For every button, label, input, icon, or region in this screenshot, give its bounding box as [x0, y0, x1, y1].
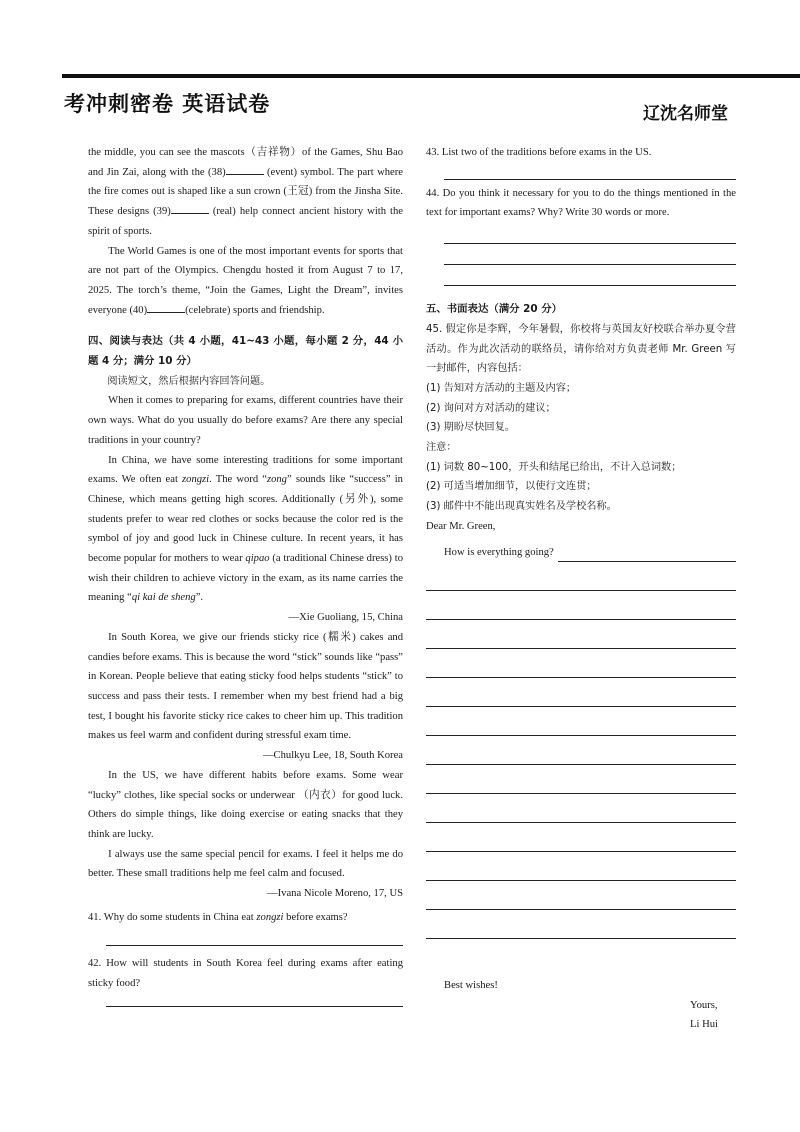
- question-41: 41. Why do some students in China eat zongzi before exams?: [88, 911, 348, 923]
- letter-opening: How is everything going?: [444, 546, 554, 558]
- question-43: 43. List two of the traditions before exams in the US.: [426, 147, 652, 158]
- letter-greeting: Dear Mr. Green,: [426, 520, 496, 532]
- writing-line[interactable]: [558, 549, 736, 562]
- author-signature: —Ivana Nicole Moreno, 17, US: [267, 888, 403, 900]
- answer-line-42[interactable]: [106, 994, 403, 1007]
- writing-line[interactable]: [426, 852, 736, 881]
- left-column: [88, 143, 403, 1007]
- blank-39: [171, 203, 209, 214]
- right-column: [426, 143, 736, 939]
- writing-line[interactable]: [426, 765, 736, 794]
- author-signature: —Xie Guoliang, 15, China: [288, 612, 403, 624]
- requirement-item: (3) 期盼尽快回复。: [426, 422, 515, 434]
- section-5-title: 五、书面表达（满分 20 分）: [426, 303, 562, 316]
- blank-38: [226, 164, 264, 175]
- answer-line-43[interactable]: [444, 163, 736, 180]
- writing-line[interactable]: [426, 910, 736, 939]
- question-45: 45. 假定你是李辉，今年暑假，你校将与英国友好校联合举办夏令营活动。作为此次活动的联络员，请你给对方负责老师 Mr. Green 写一封邮件，内容包括：: [426, 323, 736, 375]
- question-42: 42. How will students in South Korea feel during exams after eating sticky food?: [88, 958, 403, 990]
- reading-paragraph-korea: In South Korea, we give our friends sticky rice (糯米) cakes and candies before exams. This is because the word “stick” sounds like “pass” in Korean. People believe that eating sticky food helps students “stick” to success and pass their tests. I remember when my best friend had a big test, I bought his favorite sticky rice cakes to cheer him up. This tradition makes us feel warm and confident during stressful exam time.: [88, 631, 403, 742]
- writing-line[interactable]: [426, 620, 736, 649]
- writing-line[interactable]: [426, 649, 736, 678]
- writing-line[interactable]: [426, 736, 736, 765]
- writing-line[interactable]: [426, 707, 736, 736]
- section-4-title: 四、阅读与表达（共 4 小题，41~43 小题，每小题 2 分，44 小题 4 分；满分 10 分）: [88, 335, 403, 368]
- requirement-item: (1) 告知对方活动的主题及内容；: [426, 382, 577, 394]
- writing-line[interactable]: [426, 881, 736, 910]
- answer-line-41[interactable]: [106, 927, 403, 946]
- writing-line[interactable]: [426, 591, 736, 620]
- letter-closing: Best wishes!: [444, 980, 498, 991]
- header-rule: [62, 74, 800, 78]
- letter-yours: Yours,: [690, 1000, 718, 1011]
- writing-line[interactable]: [426, 794, 736, 823]
- reading-paragraph: When it comes to preparing for exams, different countries have their own ways. What do you usually do before exams? Are there any special traditions in your country?: [88, 395, 403, 446]
- passage-paragraph: the middle, you can see the mascots（吉祥物）of the Games, Shu Bao and Jin Zai, along with the (38) (event) symbol. The part where the fire comes out is shaped like a sun crown (王冠) from the Jinsha Site. These designs (39) (real) help connect ancient history with the spirit of sports.: [88, 147, 403, 237]
- author-signature: —Chulkyu Lee, 18, South Korea: [262, 750, 403, 762]
- passage-paragraph: The World Games is one of the most important events for sports that are not part of the Olympics. Chengdu hosted it from August 7 to 17, 2025. The torch’s theme, “Join the Games, Light the Dream”, invites everyone (40) (celebrate) sports and friendship.: [88, 245, 403, 316]
- answer-line-44[interactable]: [444, 265, 736, 286]
- reading-paragraph-china: In China, we have some interesting traditions for some important exams. We often eat zongzi. The word “zong” sounds like “success” in Chinese, which means getting high scores. Additionally (另外), some students prefer to wear red clothes or socks because the color red is the symbol of joy and good luck in Chinese culture. In recent years, it has become popular for mothers to wear qipao (a traditional Chinese dress) to wish their children to achieve victory in the exam, as its name carries the meaning “qi kai de sheng”.: [88, 454, 404, 604]
- reading-paragraph-us: In the US, we have different habits before exams. Some wear “lucky” clothes, like special socks or underwear （内衣）for good luck. Others do simple things, like doing exercise or eating snacks that they think are lucky.: [88, 769, 403, 840]
- note-item: (3) 邮件中不能出现真实姓名及学校名称。: [426, 501, 617, 513]
- writing-line[interactable]: [426, 678, 736, 707]
- letter-signature: Li Hui: [690, 1019, 718, 1030]
- publisher-brand: 辽沈名师堂: [643, 104, 728, 124]
- answer-line-44[interactable]: [444, 244, 736, 265]
- reading-paragraph: I always use the same special pencil for exams. I feel it helps me do better. These small traditions help me feel calm and focused.: [88, 848, 403, 880]
- note-label: 注意：: [426, 442, 457, 454]
- section-4-instructions: 阅读短文，然后根据内容回答问题。: [107, 375, 271, 387]
- writing-line[interactable]: [426, 823, 736, 852]
- letter-opening-row: [444, 543, 736, 563]
- question-44: 44. Do you think it necessary for you to do the things mentioned in the text for important exams? Why? Write 30 words or more.: [426, 187, 736, 219]
- requirement-item: (2) 询问对方对活动的建议；: [426, 402, 556, 414]
- blank-40: [147, 302, 185, 313]
- note-item: (2) 可适当增加细节，以使行文连贯；: [426, 481, 597, 493]
- exam-title: 考冲刺密卷 英语试卷: [64, 92, 271, 116]
- answer-line-44[interactable]: [444, 223, 736, 244]
- note-item: (1) 词数 80~100，开头和结尾已给出，不计入总词数；: [426, 461, 682, 473]
- writing-line[interactable]: [426, 562, 736, 591]
